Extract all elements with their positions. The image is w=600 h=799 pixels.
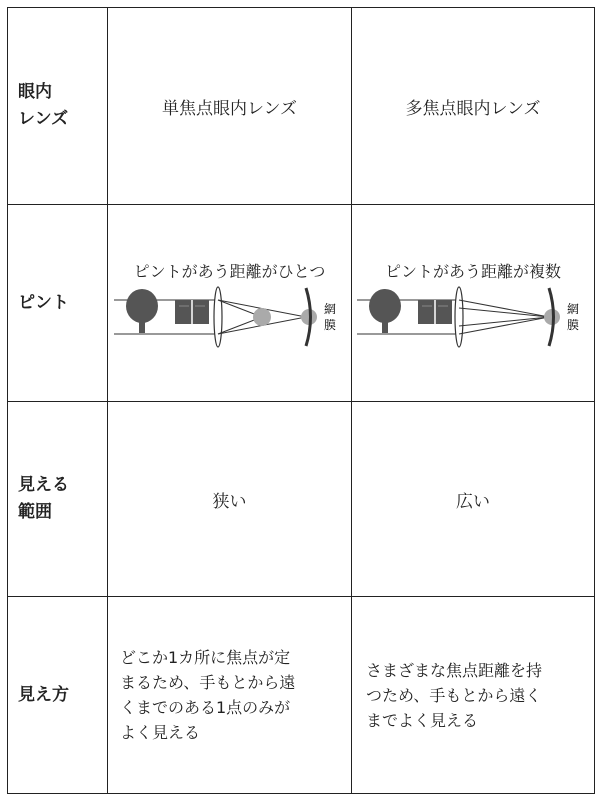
retina-label-line1: 網 [323,301,336,316]
row-header-view: 見え方 [8,597,108,794]
multifocal-diagram-cell [352,205,595,402]
tree-icon [369,289,401,333]
row-how-it-looks [8,597,595,794]
row-header-lens-line1: 眼内 [18,82,52,102]
row-header-lens-line2: レンズ [18,109,69,129]
single-focus-diagram [112,286,348,348]
row-header-lens [8,8,108,205]
retina-label-line1: 網 [567,301,580,316]
single-view-line: まるため、手もとから遠 [120,673,296,692]
focal-point-icon [253,308,271,326]
multi-view-line: つため、手もとから遠く [366,685,542,705]
multifocal-lens-cell: 多焦点眼内レンズ [352,8,595,205]
retina-label-line2: 膜 [567,317,580,332]
single-view-line: よく見える [120,723,201,742]
retina-label-line2: 膜 [323,317,336,332]
multi-view-cell [352,597,595,794]
multifocal-diagram [355,286,591,348]
single-focus-diagram-cell [108,205,352,402]
row-header-range-line1: 見える [18,475,69,495]
multifocal-caption: ピントがあう距離が複数 [384,261,561,281]
lens-icon [214,287,222,347]
single-range-cell: 狭い [108,402,352,597]
book-icon [418,300,452,324]
multi-view-line: さまざまな焦点距離を持 [366,660,543,680]
row-lens-type [8,8,595,205]
row-header-range-line2: 範囲 [18,502,52,522]
row-header-range [8,402,108,597]
row-focus [8,205,595,402]
book-icon [175,300,209,324]
single-focus-caption: ピントがあう距離がひとつ [133,261,326,281]
multi-range-cell: 広い [352,402,595,597]
single-focus-lens-cell: 単焦点眼内レンズ [108,8,352,205]
lens-icon [455,287,463,347]
single-view-line: くまでのある1点のみが [120,698,291,717]
single-view-cell [108,597,352,794]
tree-icon [126,289,158,333]
lens-comparison-table [7,7,595,794]
multi-view-line: までよく見える [366,710,479,730]
single-view-line: どこか1カ所に焦点が定 [120,648,291,667]
row-header-focus: ピント [8,205,108,402]
row-visible-range [8,402,595,597]
